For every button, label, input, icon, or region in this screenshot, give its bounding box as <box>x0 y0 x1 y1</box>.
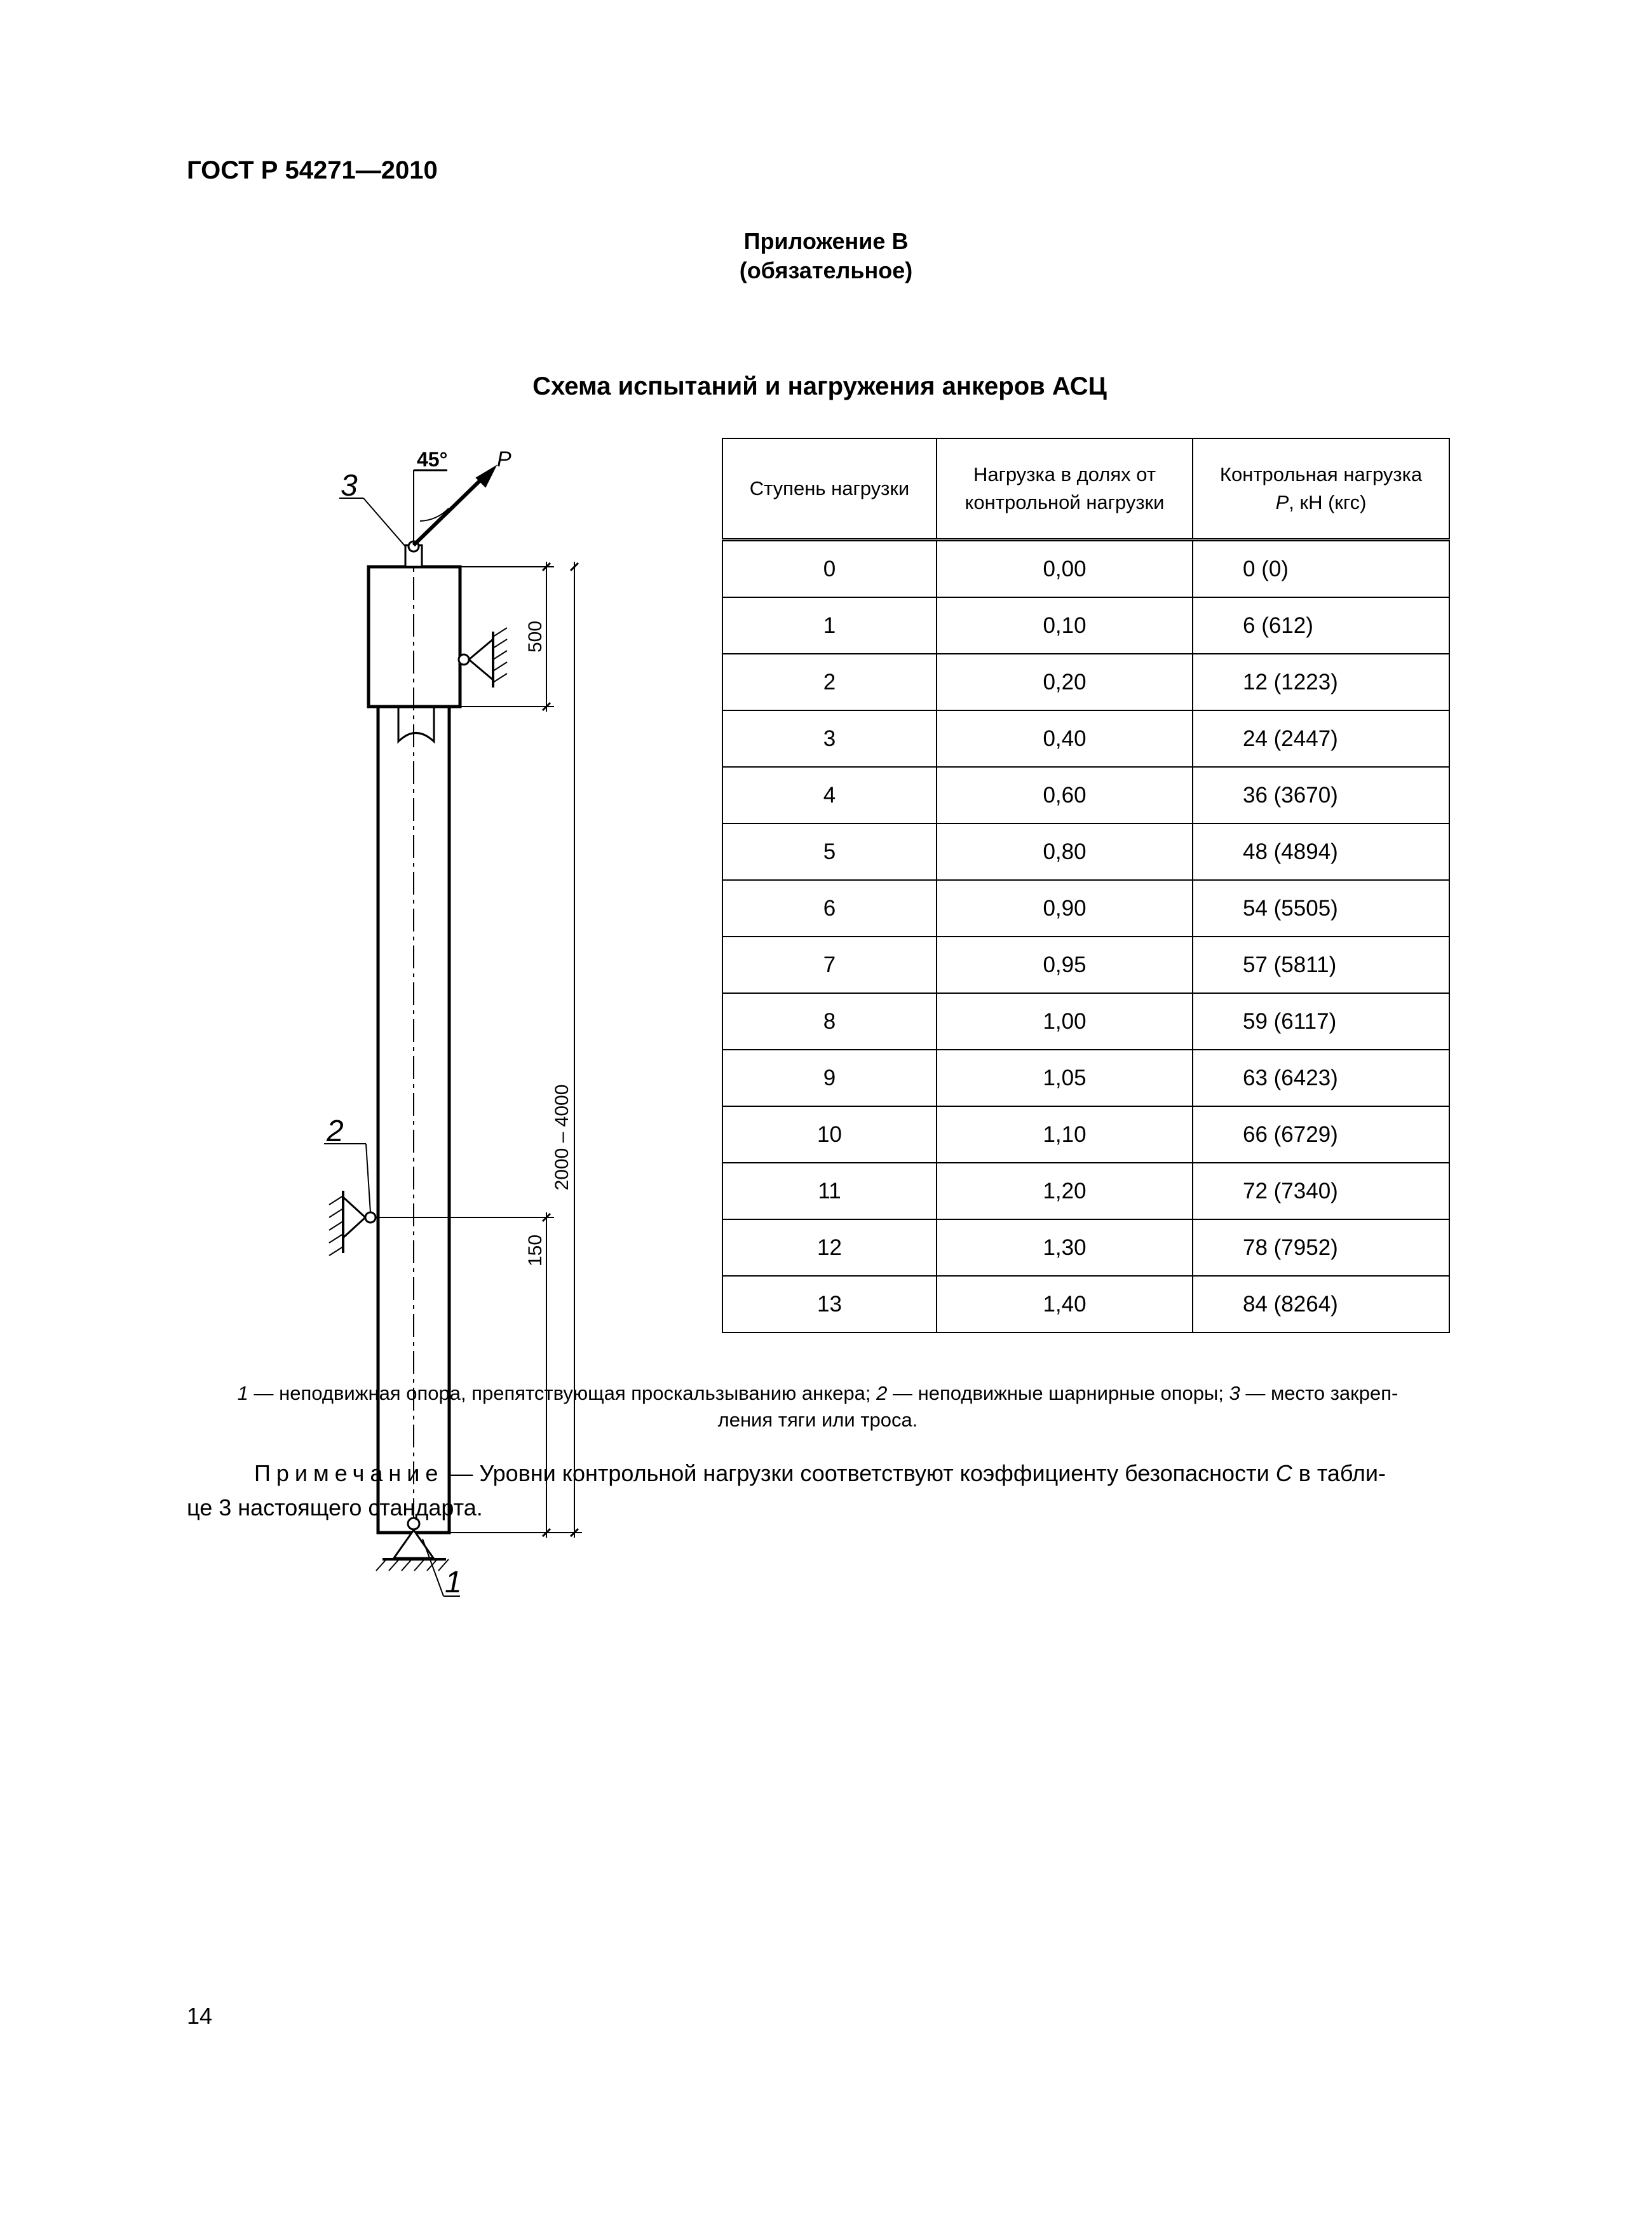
hinge-right-pin <box>459 654 469 665</box>
load-steps-table <box>722 438 1450 1333</box>
table-row <box>722 597 1449 654</box>
cell-fraction: 0,00 <box>937 540 1193 598</box>
cell-step: 5 <box>722 823 937 880</box>
cell-control-load: 78 (7952) <box>1193 1219 1449 1276</box>
cell-control-load: 84 (8264) <box>1193 1276 1449 1332</box>
table-row <box>722 1106 1449 1163</box>
header-load-fraction <box>937 438 1193 540</box>
header-control-load-var: P <box>1275 491 1289 513</box>
cell-control-load: 6 (612) <box>1193 597 1449 654</box>
annex-title: Приложение В <box>743 228 909 254</box>
cell-control-load: 0 (0) <box>1193 540 1449 598</box>
cell-control-load: 57 (5811) <box>1193 937 1449 993</box>
force-line <box>414 477 484 545</box>
cell-fraction: 0,95 <box>937 937 1193 993</box>
cell-control-load: 54 (5505) <box>1193 880 1449 937</box>
cell-control-load: 24 (2447) <box>1193 710 1449 767</box>
dimension-2000-4000: 2000 – 4000 <box>552 1084 572 1191</box>
cell-fraction: 0,60 <box>937 767 1193 823</box>
cell-step: 2 <box>722 654 937 710</box>
callout-1: 1 <box>445 1566 462 1599</box>
callout-3: 3 <box>341 469 358 503</box>
cell-control-load: 12 (1223) <box>1193 654 1449 710</box>
table-row <box>722 993 1449 1050</box>
header-control-load-unit: , кН (кгс) <box>1289 491 1367 513</box>
cell-fraction: 1,05 <box>937 1050 1193 1106</box>
page-number: 14 <box>187 2003 213 2029</box>
cell-step: 1 <box>722 597 937 654</box>
legend-num-1: 1 <box>237 1382 248 1404</box>
dimension-500: 500 <box>525 620 546 653</box>
table-row <box>722 1050 1449 1106</box>
header-control-load-line1: Контрольная нагрузка <box>1219 463 1423 485</box>
cell-control-load: 59 (6117) <box>1193 993 1449 1050</box>
cell-fraction: 0,80 <box>937 823 1193 880</box>
callout-2: 2 <box>327 1114 344 1148</box>
cell-fraction: 1,20 <box>937 1163 1193 1219</box>
table-row <box>722 880 1449 937</box>
legend-line-2: ления тяги или троса. <box>717 1409 918 1431</box>
cell-control-load: 63 (6423) <box>1193 1050 1449 1106</box>
legend-num-2: 2 <box>876 1382 888 1404</box>
document-code: ГОСТ Р 54271—2010 <box>187 156 438 184</box>
header-control-load <box>1193 438 1449 540</box>
cell-step: 3 <box>722 710 937 767</box>
hinge-left-pin <box>365 1212 376 1223</box>
cell-control-load: 72 (7340) <box>1193 1163 1449 1219</box>
cell-fraction: 0,40 <box>937 710 1193 767</box>
note-paragraph <box>187 1456 1449 1525</box>
legend-text-2: — неподвижные шарнирные опоры; <box>887 1382 1229 1404</box>
scheme-title: Схема испытаний и нагружения анкеров АСЦ <box>532 372 1107 400</box>
header-load-fraction-line1: Нагрузка в долях от <box>973 463 1156 485</box>
diagram-legend <box>187 1380 1449 1433</box>
cell-step: 12 <box>722 1219 937 1276</box>
pipe-notch <box>398 707 434 742</box>
legend-text-1: — неподвижная опора, препятствующая проскальзыванию анкера; <box>248 1382 877 1404</box>
dimension-150: 150 <box>525 1234 546 1267</box>
table-row <box>722 1219 1449 1276</box>
cell-control-load: 48 (4894) <box>1193 823 1449 880</box>
note-label: Примечание <box>254 1460 444 1486</box>
cell-step: 6 <box>722 880 937 937</box>
cell-control-load: 66 (6729) <box>1193 1106 1449 1163</box>
note-line-2: це 3 настоящего стандарта. <box>187 1494 483 1521</box>
cell-step: 8 <box>722 993 937 1050</box>
legend-num-3: 3 <box>1229 1382 1240 1404</box>
note-var: C <box>1275 1460 1292 1486</box>
cell-fraction: 0,20 <box>937 654 1193 710</box>
cell-step: 0 <box>722 540 937 598</box>
cell-fraction: 0,10 <box>937 597 1193 654</box>
cell-step: 9 <box>722 1050 937 1106</box>
table-row <box>722 540 1449 598</box>
table-row <box>722 1276 1449 1332</box>
header-load-fraction-line2: контрольной нагрузки <box>965 491 1165 513</box>
cell-control-load: 36 (3670) <box>1193 767 1449 823</box>
table-row <box>722 654 1449 710</box>
note-text-1: — Уровни контрольной нагрузки соответствуют коэффициенту безопасности <box>443 1460 1276 1486</box>
header-load-step: Ступень нагрузки <box>722 438 937 540</box>
cell-fraction: 1,00 <box>937 993 1193 1050</box>
table-header-row <box>722 438 1449 540</box>
force-label: P <box>497 447 511 471</box>
table-row <box>722 1163 1449 1219</box>
cell-fraction: 0,90 <box>937 880 1193 937</box>
cell-step: 7 <box>722 937 937 993</box>
cell-step: 10 <box>722 1106 937 1163</box>
table-row <box>722 710 1449 767</box>
cell-step: 4 <box>722 767 937 823</box>
table-row <box>722 767 1449 823</box>
cell-step: 13 <box>722 1276 937 1332</box>
cell-step: 11 <box>722 1163 937 1219</box>
note-text-2: в табли- <box>1292 1460 1386 1486</box>
cell-fraction: 1,30 <box>937 1219 1193 1276</box>
table-row <box>722 823 1449 880</box>
cell-fraction: 1,40 <box>937 1276 1193 1332</box>
cell-fraction: 1,10 <box>937 1106 1193 1163</box>
angle-label: 45° <box>417 448 448 471</box>
legend-text-3: — место закреп- <box>1240 1382 1398 1404</box>
table-row <box>722 937 1449 993</box>
annex-subtitle: (обязательное) <box>739 257 913 283</box>
